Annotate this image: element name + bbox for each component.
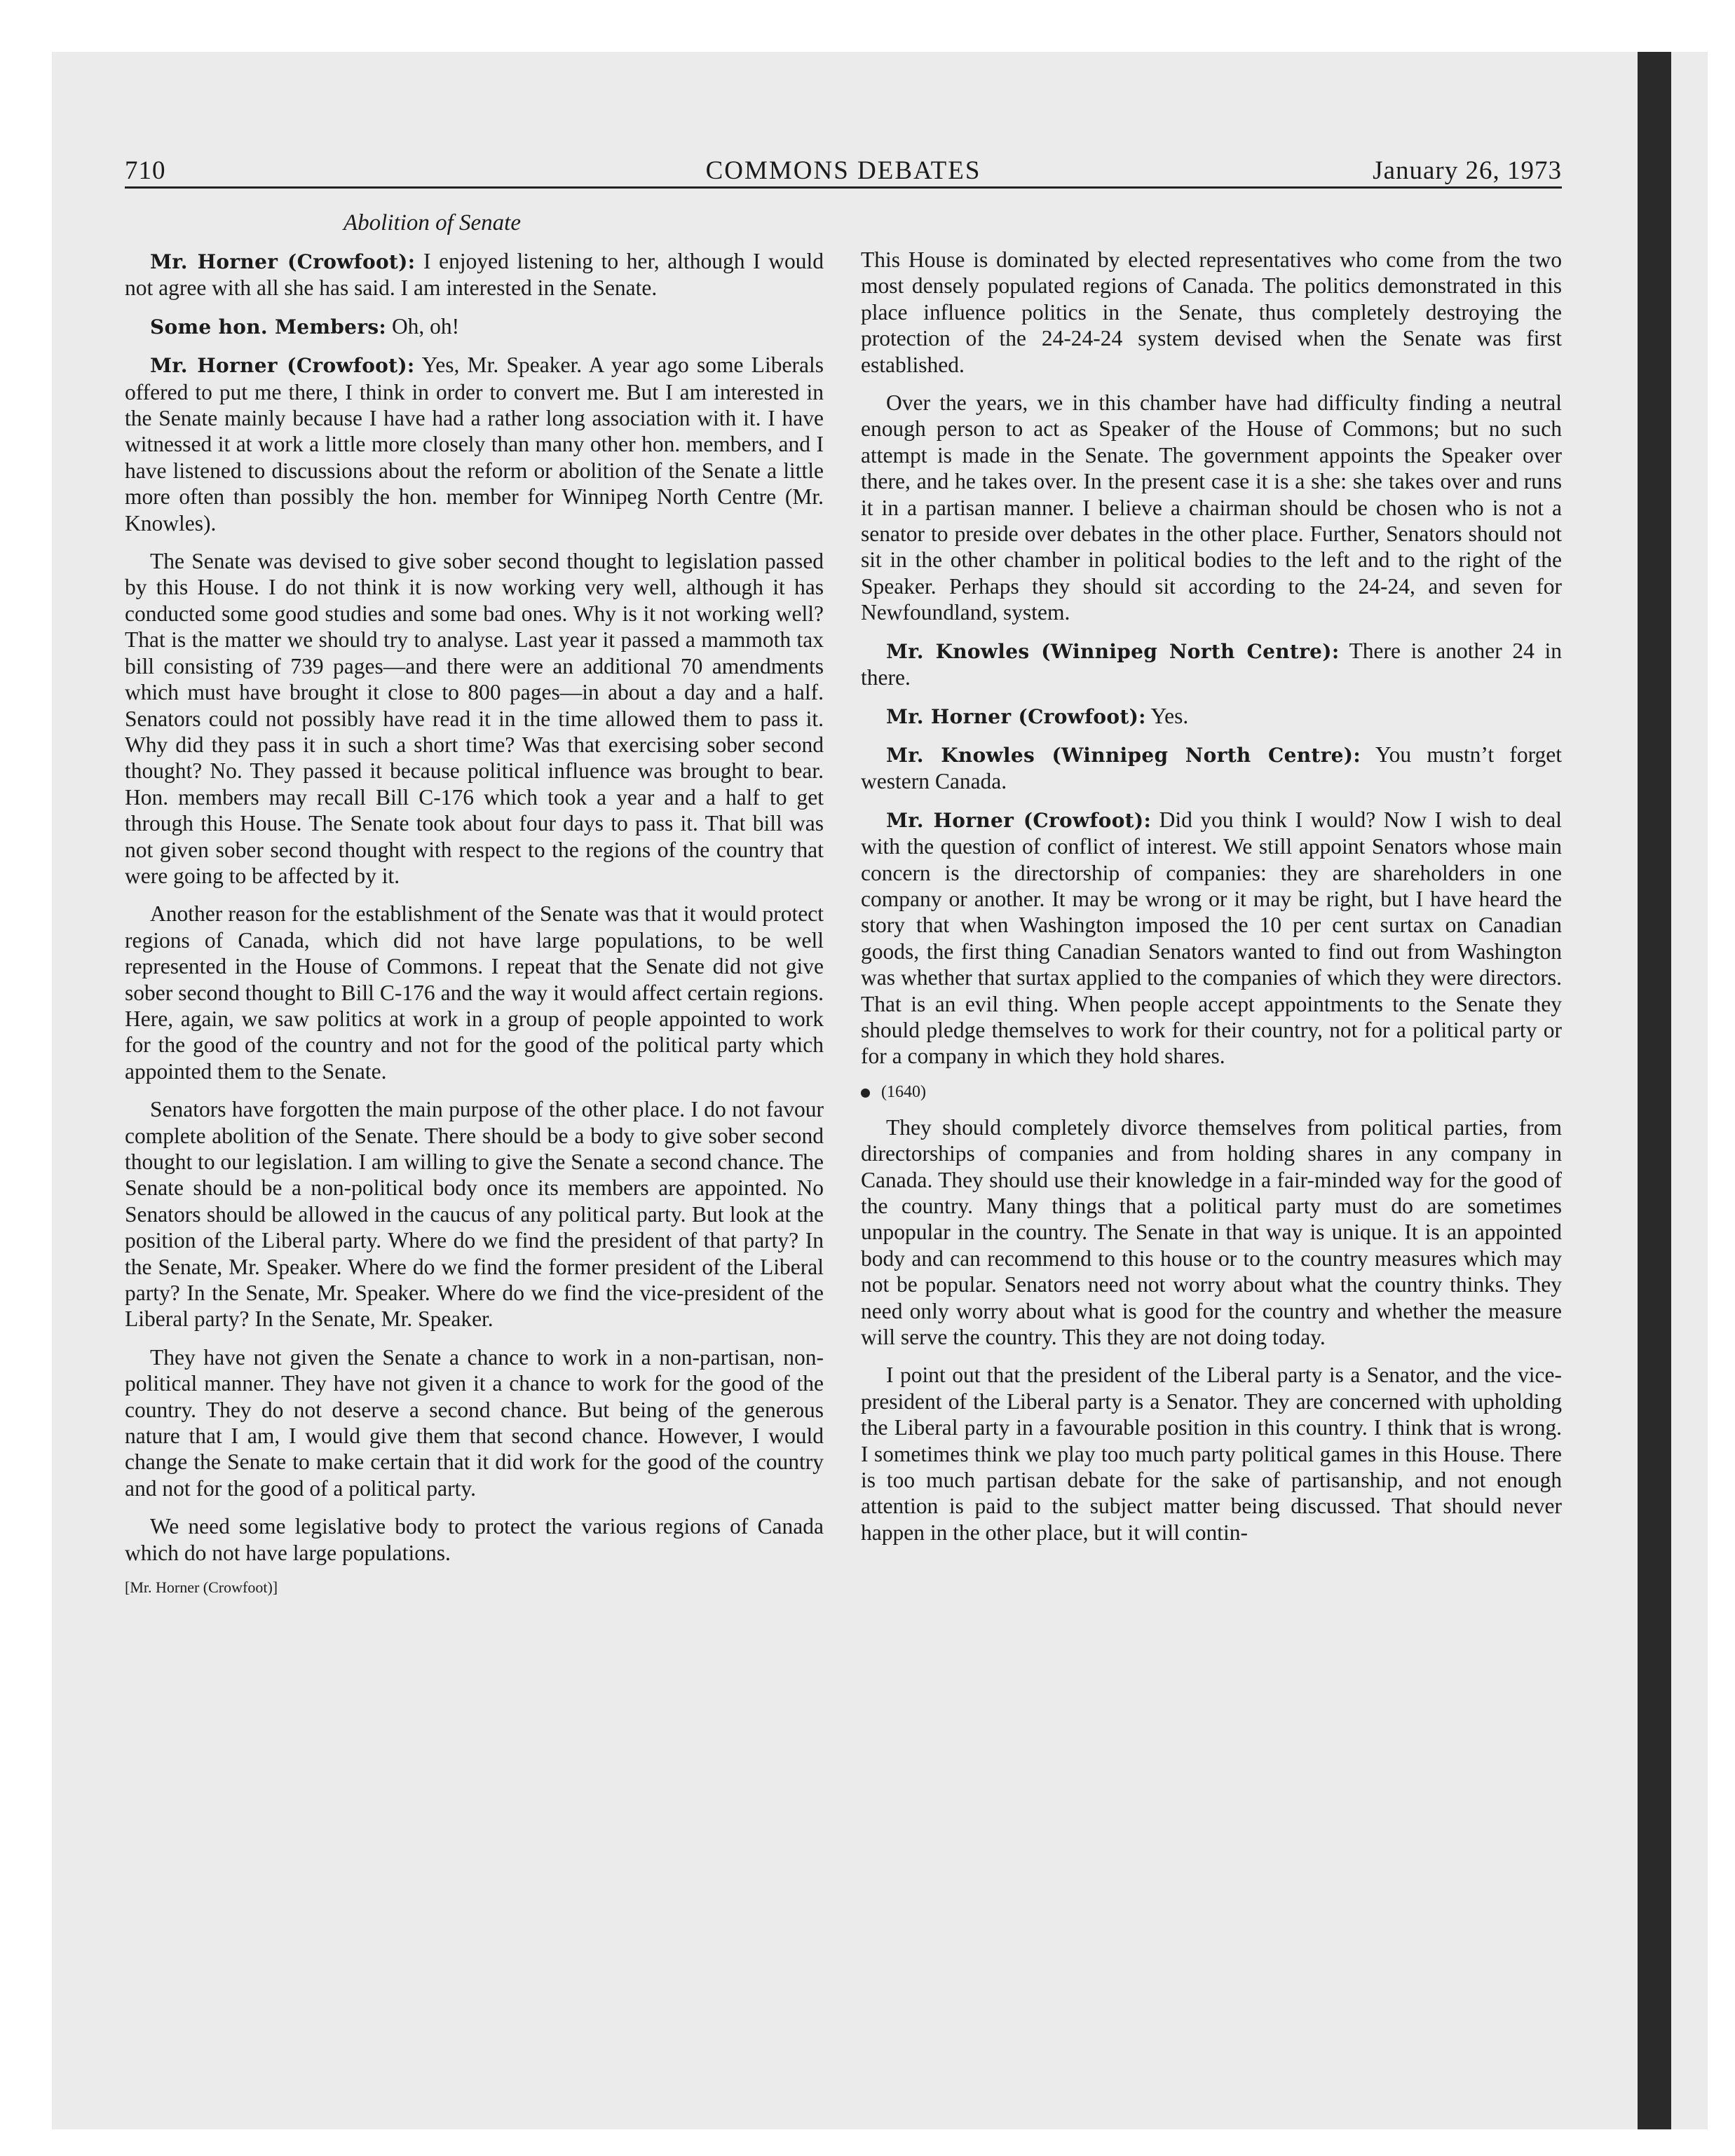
paragraph bbox=[125, 1513, 824, 1566]
bullet-icon bbox=[861, 1089, 870, 1098]
paragraph-text: Did you think I would? Now I wish to deal with the question of conflict of interest. We still appoint Senators whose main concern is the directorship of companies: they are shareholders in one company or another. It may be wrong or it may be right, but I have heard the story that when Washington imposed the 10 per cent surtax on Canadian goods, the first thing Canadian Senators wanted to find out from Washington was whether that surtax applied to the companies of which they were directors. That is an evil thing. When people accept appointments to the Senate they should pledge themselves to work for their country, not for a political party or for a company in which they hold shares. bbox=[861, 807, 1563, 1069]
paragraph bbox=[125, 1344, 824, 1501]
paragraph-text: They have not given the Senate a chance to work in a non-partisan, non-political manner. They have not given it a chance to work for the good of the country. They do not deserve a second chance. But being of the generous nature that I am, I would give them that second chance. However, I would change the Senate to make certain that it did work for the good of the country and not for the good of a political party. bbox=[125, 1344, 824, 1501]
time-marker-text: (1640) bbox=[881, 1082, 926, 1101]
paragraph-text: You mustn’t forget western Canada. bbox=[861, 742, 1562, 794]
speaker-name: Mr. Horner (Crowfoot): bbox=[886, 704, 1146, 728]
scan-edge-bar bbox=[1638, 52, 1671, 2129]
paragraph-text: The Senate was devised to give sober second thought to legislation passed by this House. I do not think it is now working very well, although it has conducted some good studies and some bad ones. Why is it not working well? That is the matter we should try to analyse. Last year it passed a mammoth tax bill consisting of 739 pages—and there were an additional 70 amendments which must have brought it close to 800 pages—in about a day and a half. Senators could not possibly have read it in the time allowed them to pass it. Why did they pass it in such a short time? Was that exercising sober second thought? No. They passed it because political influence was brought to bear. Hon. members may recall Bill C-176 which took a year and a half to get through this House. The Senate took about four days to pass it. That bill was not given sober second thought with respect to the regions of the country that were going to be affected by it. bbox=[125, 549, 824, 888]
speaker-name: Mr. Horner (Crowfoot): bbox=[150, 354, 415, 378]
speaker-footnote: [Mr. Horner (Crowfoot)] bbox=[125, 1578, 278, 1597]
speaker-name: Mr. Knowles (Winnipeg North Centre): bbox=[886, 743, 1361, 767]
paragraph-text: I point out that the president of the Liberal party is a Senator, and the vice-president of the Liberal party is a Senator. They are concerned with upholding the Liberal party in a favourable position in this country. I think that is wrong. I sometimes think we play too much party political games in this House. There is too much partisan debate for the sake of partisanship, and not enough attention is paid to the subject matter being discussed. That should never happen in the other place, but it will contin- bbox=[861, 1363, 1562, 1545]
paragraph-text: This House is dominated by elected representatives who come from the two most densely populated regions of Canada. The politics demonstrated in this place influence politics in the Senate, thus completely destroying the protection of the 24-24-24 system devised when the Senate was first established. bbox=[861, 247, 1562, 377]
paragraph-text: Another reason for the establishment of the Senate was that it would protect regions of Canada, which did not have large populations, to be well represented in the House of Commons. I repeat that the Senate did not give sober second thought to Bill C-176 and the way it would affect certain regions. Here, again, we saw politics at work in a group of people appointed to work for the good of the country and not for the good of the political party which appointed them to the Senate. bbox=[125, 901, 824, 1084]
paragraph-text: We need some legislative body to protect the various regions of Canada which do not have large populations. bbox=[125, 1514, 824, 1565]
right-paragraphs bbox=[861, 247, 1562, 1070]
paragraph bbox=[125, 548, 824, 889]
paragraph bbox=[125, 313, 824, 340]
paragraph bbox=[125, 248, 824, 301]
paragraph bbox=[861, 1362, 1562, 1546]
paragraph-text: There is another 24 in there. bbox=[861, 638, 1562, 690]
section-title: Abolition of Senate bbox=[343, 210, 521, 236]
time-marker bbox=[861, 1082, 1562, 1103]
paragraph bbox=[861, 247, 1562, 378]
paragraph bbox=[861, 638, 1562, 691]
paragraph bbox=[861, 390, 1562, 626]
paragraph-text: They should completely divorce themselves from political parties, from directorships of companies and from holding shares in any company in Canada. They should use their knowledge in a fair-minded way for the good of the country. Many things that a political party must do are sometimes unpopular in the country. The Senate in that way is unique. It is an appointed body and can recommend to this house or to the country measures which may not be popular. Senators need not worry about what the country thinks. They need only worry about what is good for the country and whether the measure will serve the country. This they are not doing today. bbox=[861, 1114, 1562, 1350]
left-column bbox=[125, 209, 824, 1609]
speaker-name: Some hon. Members: bbox=[150, 315, 387, 339]
left-paragraphs bbox=[125, 248, 824, 1566]
publication-title: COMMONS DEBATES bbox=[705, 156, 981, 185]
paragraph-text: Over the years, we in this chamber have had difficulty finding a neutral enough person to act as Speaker of the House of Commons; but no such attempt is made in the Senate. The government appoints the Speaker over there, and he takes over. In the present case it is a she: she takes over and runs it in a partisan manner. I believe a chairman should be chosen who is not a senator to preside over debates in the other place. Further, Senators should not sit in the other chamber in political bodies to the left and to the right of the Speaker. Perhaps they should sit according to the 24-24, and seven for Newfoundland, system. bbox=[861, 390, 1562, 625]
paragraph-text: Yes, Mr. Speaker. A year ago some Liberals offered to put me there, I think in order to convert me. But I am interested in the Senate mainly because I have had a rather long association with it. I have witnessed it at work a little more closely than many other hon. members, and I have listened to discussions about the reform or abolition of the Senate a little more often than possibly the hon. member for Winnipeg North Centre (Mr. Knowles). bbox=[125, 353, 824, 535]
page-date: January 26, 1973 bbox=[1373, 156, 1562, 185]
page-number: 710 bbox=[125, 156, 166, 185]
paragraph-text: I enjoyed listening to her, although I would not agree with all she has said. I am interested in the Senate. bbox=[125, 249, 824, 301]
right-paragraphs-continued bbox=[861, 1114, 1562, 1546]
paragraph bbox=[861, 807, 1562, 1070]
speaker-name: Mr. Knowles (Winnipeg North Centre): bbox=[886, 639, 1340, 663]
paragraph bbox=[861, 1114, 1562, 1351]
right-column bbox=[861, 247, 1562, 1557]
paragraph bbox=[861, 703, 1562, 730]
paragraph bbox=[861, 742, 1562, 795]
speaker-name: Mr. Horner (Crowfoot): bbox=[886, 808, 1152, 832]
page-header bbox=[125, 156, 1562, 189]
paragraph-text: Oh, oh! bbox=[386, 313, 460, 339]
paragraph bbox=[125, 1096, 824, 1332]
speaker-name: Mr. Horner (Crowfoot): bbox=[150, 250, 416, 273]
paragraph bbox=[125, 352, 824, 536]
paragraph bbox=[125, 901, 824, 1084]
paragraph-text: Yes. bbox=[1145, 703, 1189, 728]
paragraph-text: Senators have forgotten the main purpose of the other place. I do not favour complete abolition of the Senate. There should be a body to give sober second thought to our legislation. I am willing to give the Senate a second chance. The Senate should be a non-political body once its members are appointed. No Senators should be allowed in the caucus of any political party. But look at the position of the Liberal party. Where do we find the president of that party? In the Senate, Mr. Speaker. Where do we find the former president of the Liberal party? In the Senate, Mr. Speaker. Where do we find the vice-president of the Liberal party? In the Senate, Mr. Speaker. bbox=[125, 1097, 824, 1332]
